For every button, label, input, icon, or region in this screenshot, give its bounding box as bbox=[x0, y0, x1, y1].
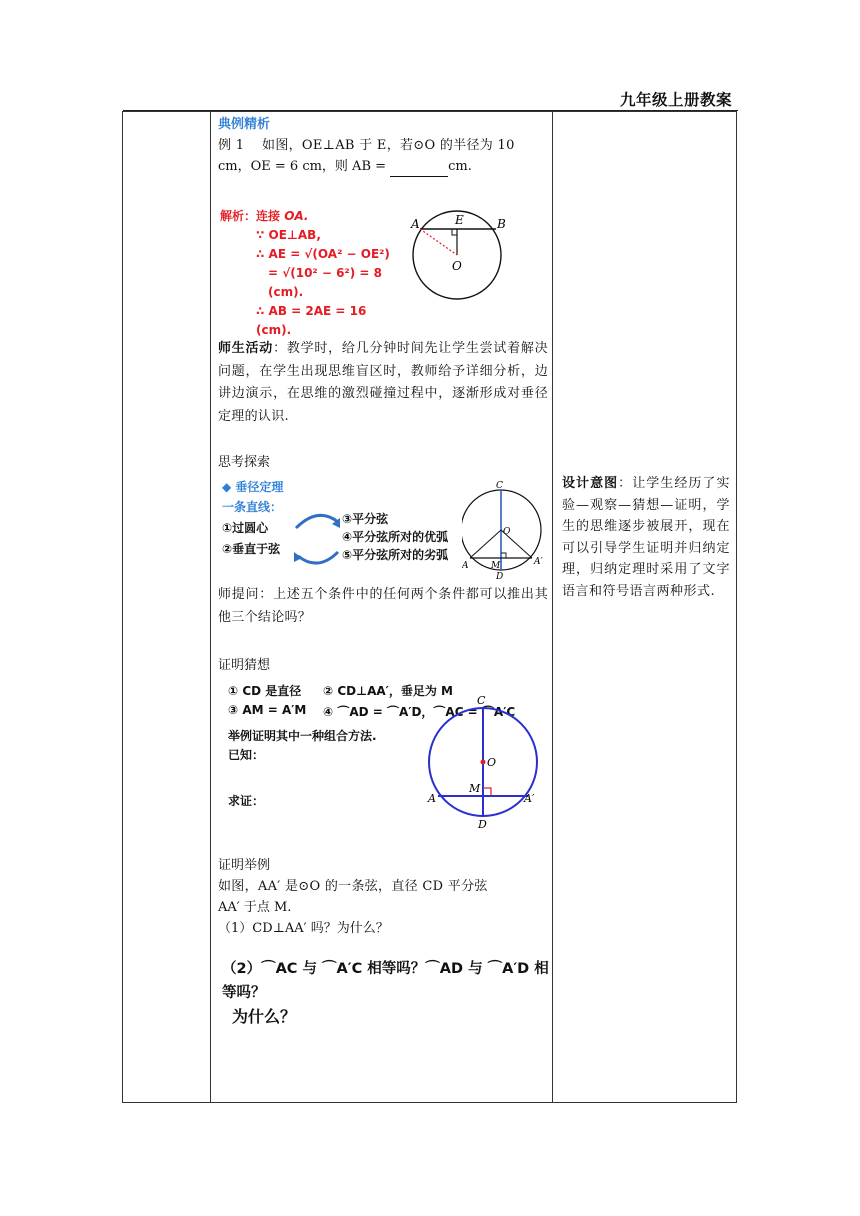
conjecture-c4: ④ ⌒AD = ⌒A′D，⌒AC = ⌒A′C bbox=[323, 705, 516, 719]
activity-paragraph bbox=[218, 338, 548, 428]
example-question-post: cm. bbox=[448, 159, 472, 174]
right-angle-mark-3 bbox=[483, 788, 491, 796]
solution-block bbox=[220, 207, 400, 340]
design-label: 设计意图 bbox=[562, 476, 619, 491]
label-a-prime: A′ bbox=[534, 557, 543, 567]
label-d-3: D bbox=[478, 818, 487, 831]
condition-1: ①过圆心 bbox=[222, 521, 269, 535]
explore-circle-figure bbox=[462, 480, 552, 580]
page-header-title: 九年级上册教案 bbox=[619, 91, 732, 109]
center-point bbox=[481, 760, 486, 765]
solution-line3: ∴ AE = √(OA² − OE²) bbox=[256, 247, 390, 261]
label-d: D bbox=[496, 572, 504, 580]
example-question-line2 bbox=[218, 156, 548, 177]
conjecture-hint: 举例证明其中一种组合方法. bbox=[228, 729, 377, 743]
label-e: E bbox=[455, 213, 464, 227]
label-o-3: O bbox=[487, 756, 497, 769]
label-c-3: C bbox=[477, 694, 486, 707]
example-circle-figure bbox=[408, 208, 518, 308]
main-content-column bbox=[218, 114, 548, 177]
proof-question2 bbox=[222, 957, 552, 1029]
design-text: ：让学生经历了实验—观察—猜想—证明，学生的思维逐步被展开，现在可以引导学生证明并归纳定理，归纳定理时采用了文字语言和符号语言两种形式. bbox=[562, 476, 730, 599]
proof-question1: （1）CD⊥AA′ 吗？为什么？ bbox=[218, 921, 389, 936]
label-o: O bbox=[452, 259, 462, 273]
solution-line2: ∵ OE⊥AB, bbox=[256, 228, 321, 242]
line-label: 一条直线： bbox=[222, 500, 283, 514]
explore-heading: 思考探索 bbox=[218, 455, 271, 470]
result-5: ⑤平分弦所对的劣弧 bbox=[342, 548, 449, 562]
example-heading: 典例精析 bbox=[218, 117, 271, 132]
conjecture-circle-figure bbox=[424, 692, 544, 832]
teacher-question: 师提问：上述五个条件中的任何两个条件都可以推出其他三个结论吗？ bbox=[218, 587, 548, 625]
conjecture-known: 已知： bbox=[228, 748, 265, 762]
proof-heading: 证明举例 bbox=[218, 858, 271, 873]
conjecture-c2: ② CD⊥AA′，垂足为 M bbox=[323, 684, 453, 698]
arrow-lower bbox=[298, 552, 338, 563]
theorem-title: ◆ 垂径定理 bbox=[222, 480, 284, 494]
segment-oa bbox=[470, 530, 501, 558]
proof-question2-line2: 为什么？ bbox=[232, 1007, 297, 1026]
conjecture-c3: ③ AM = A′M bbox=[228, 703, 307, 717]
proof-line2: AA′ 于点 M. bbox=[218, 900, 292, 915]
result-4: ④平分弦所对的优弧 bbox=[342, 530, 449, 544]
solution-line1: 解析：连接 OA. bbox=[220, 209, 309, 223]
example-question-pre: cm，OE = 6 cm，则 AB = bbox=[218, 159, 391, 174]
label-o-2: O bbox=[503, 527, 511, 537]
design-intent bbox=[562, 473, 730, 602]
arrow-upper bbox=[296, 515, 338, 528]
solution-line5: ∴ AB = 2AE = 16 (cm). bbox=[256, 304, 367, 337]
solution-line4: = √(10² − 6²) = 8 (cm). bbox=[268, 266, 382, 299]
activity-label: 师生活动 bbox=[218, 341, 274, 356]
label-b: B bbox=[497, 217, 506, 231]
result-3: ③平分弦 bbox=[342, 512, 389, 526]
conjecture-prove: 求证： bbox=[228, 794, 265, 808]
proof-question2-line1: （2）⌒AC 与 ⌒A′C 相等吗？⌒AD 与 ⌒A′D 相等吗？ bbox=[222, 961, 549, 1001]
example-question-line1: 例 1 如图，OE⊥AB 于 E，若⊙O 的半径为 10 bbox=[218, 138, 515, 153]
condition-2: ②垂直于弦 bbox=[222, 542, 281, 556]
segment-oa-dashed bbox=[420, 229, 457, 255]
label-a-prime-3: A′ bbox=[524, 792, 535, 805]
label-c: C bbox=[496, 481, 503, 491]
label-m: M bbox=[491, 561, 501, 571]
answer-blank bbox=[390, 162, 448, 177]
theorem-diagram bbox=[222, 476, 462, 576]
label-a-2: A bbox=[462, 561, 469, 571]
conjecture-c1: ① CD 是直径 bbox=[228, 684, 302, 698]
column-divider-2 bbox=[552, 112, 553, 1102]
label-m-3: M bbox=[469, 782, 481, 795]
right-angle-mark bbox=[452, 229, 457, 235]
activity-text: ：教学时，给几分钟时间先让学生尝试着解决问题，在学生出现思维盲区时，教师给予详细分析，边讲边演示，在思维的激烈碰撞过程中，逐渐形成对垂径定理的认识. bbox=[218, 341, 548, 424]
column-divider-1 bbox=[210, 112, 211, 1102]
conjecture-heading: 证明猜想 bbox=[218, 658, 271, 673]
proof-section bbox=[218, 855, 548, 939]
inference-arrows bbox=[290, 506, 346, 576]
proof-line1: 如图，AA′ 是⊙O 的一条弦，直径 CD 平分弦 bbox=[218, 879, 488, 894]
label-a: A bbox=[411, 217, 420, 231]
label-a-3: A bbox=[428, 792, 436, 805]
